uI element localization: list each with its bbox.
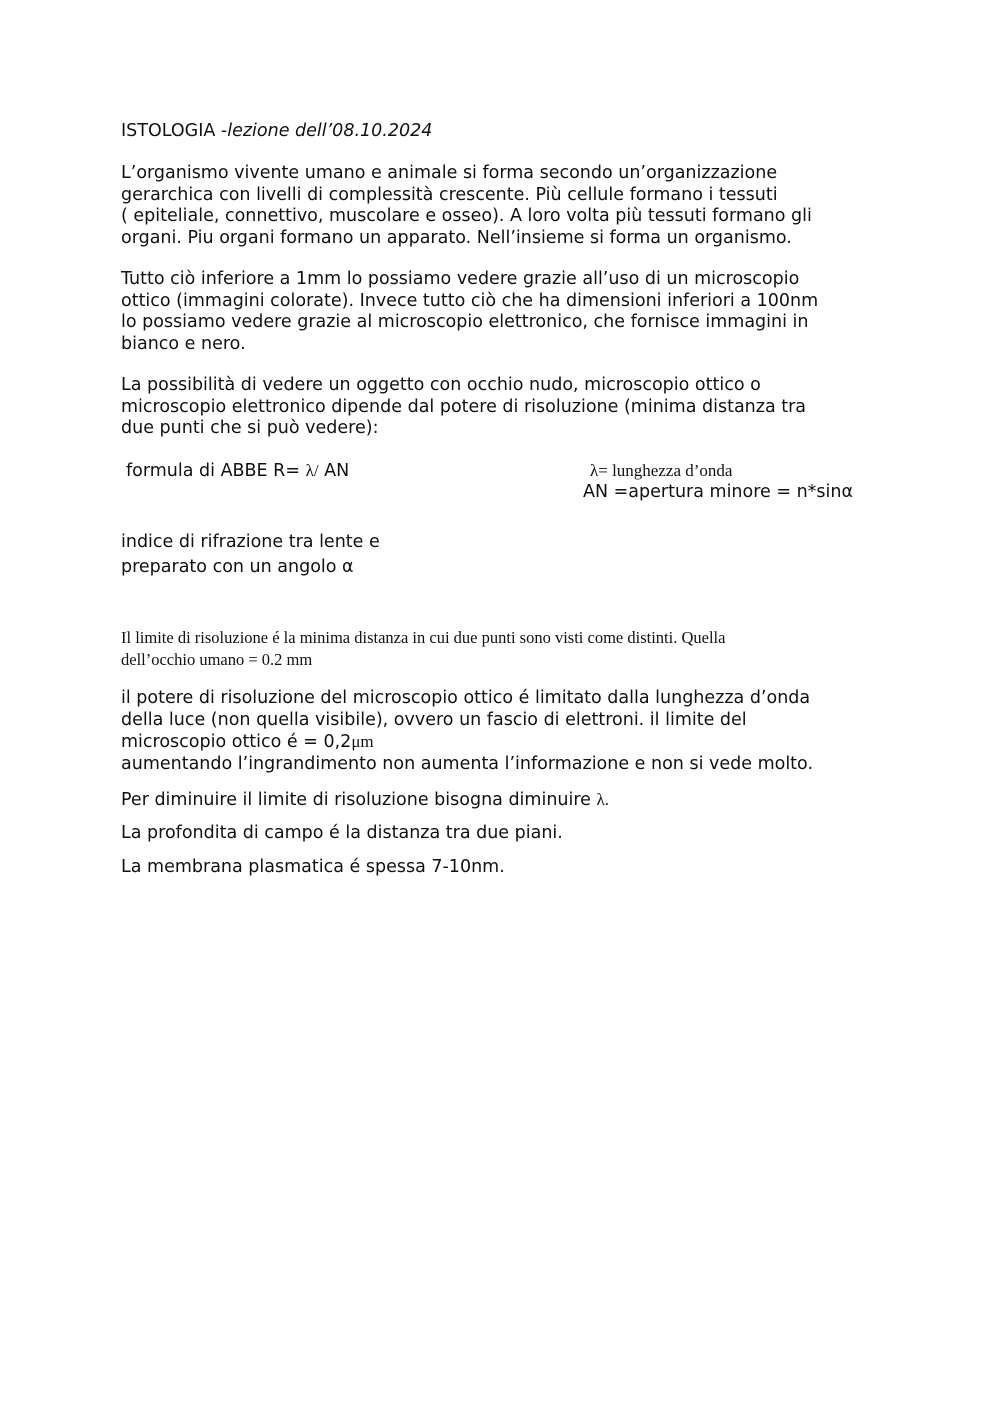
formula-suffix: AN [324, 461, 350, 481]
paragraph-line: organi. Piu organi formano un apparato. Nell’insieme si forma un organismo. [121, 227, 792, 248]
paragraph-line: della luce (non quella visibile), ovvero un fascio di elettroni. il limite del [121, 709, 747, 730]
paragraph-line: bianco e nero. [121, 333, 246, 354]
paragraph-line: La possibilità di vedere un oggetto con occhio nudo, microscopio ottico o [121, 375, 761, 395]
micrometer-unit: μm [351, 732, 374, 751]
paragraph-line [121, 731, 813, 754]
resolution-limit-note [121, 627, 725, 671]
an-definition: AN =apertura minore = n*sinα [583, 482, 854, 502]
paragraph-line: L’organismo vivente umano e animale si forma secondo un’organizzazione [121, 163, 778, 183]
paragraph-line: ottico (immagini colorate). Invece tutto ciò che ha dimensioni inferiori a 100nm [121, 290, 819, 311]
paragraph-line: Tutto ciò inferiore a 1mm lo possiamo vedere grazie all’uso di un microscopio [121, 269, 800, 289]
paragraph-line: microscopio elettronico dipende dal potere di risoluzione (minima distanza tra [121, 396, 807, 417]
lambda-symbol: λ. [596, 790, 610, 809]
refraction-note [121, 530, 380, 580]
note-line: Il limite di risoluzione é la minima distanza in cui due punti sono visti come distinti. Quella [121, 628, 726, 647]
note-line: indice di rifrazione tra lente e [121, 532, 380, 552]
paragraph-microscope [121, 269, 818, 355]
title-main: ISTOLOGIA - [121, 121, 228, 141]
membrane-line: La membrana plasmatica é spessa 7-10nm. [121, 857, 505, 877]
note-line: preparato con un angolo α [121, 557, 354, 577]
paragraph-optical-limit [121, 688, 813, 775]
abbe-formula [126, 460, 349, 483]
note-line: dell’occhio umano = 0.2 mm [121, 650, 313, 669]
paragraph-line: ( epiteliale, connettivo, muscolare e osseo). A loro volta più tessuti formano gli [121, 206, 812, 226]
paragraph-resolution [121, 375, 806, 440]
lambda-symbol: λ/ [305, 461, 319, 480]
title-date: lezione dell’08.10.2024 [227, 121, 433, 141]
paragraph-line: il potere di risoluzione del microscopio ottico é limitato dalla lunghezza d’onda [121, 688, 811, 708]
lambda-definition: λ= lunghezza d’onda [590, 461, 733, 480]
paragraph-line: gerarchica con livelli di complessità crescente. Più cellule formano i tessuti [121, 184, 778, 205]
paragraph-line: lo possiamo vedere grazie al microscopio elettronico, che fornisce immagini in [121, 312, 809, 332]
lambda-line-text: Per diminuire il limite di risoluzione bisogna diminuire [121, 790, 591, 810]
paragraph-organism [121, 163, 812, 249]
limit-value: microscopio ottico é = 0,2 [121, 732, 352, 752]
depth-of-field-line: La profondita di campo é la distanza tra due piani. [121, 823, 563, 843]
formula-prefix: formula di ABBE R= [126, 461, 301, 481]
paragraph-line: due punti che si può vedere): [121, 418, 379, 438]
lambda-line [121, 789, 609, 812]
paragraph-line: aumentando l’ingrandimento non aumenta l’informazione e non si vede molto. [121, 753, 814, 774]
document-title [121, 121, 432, 143]
